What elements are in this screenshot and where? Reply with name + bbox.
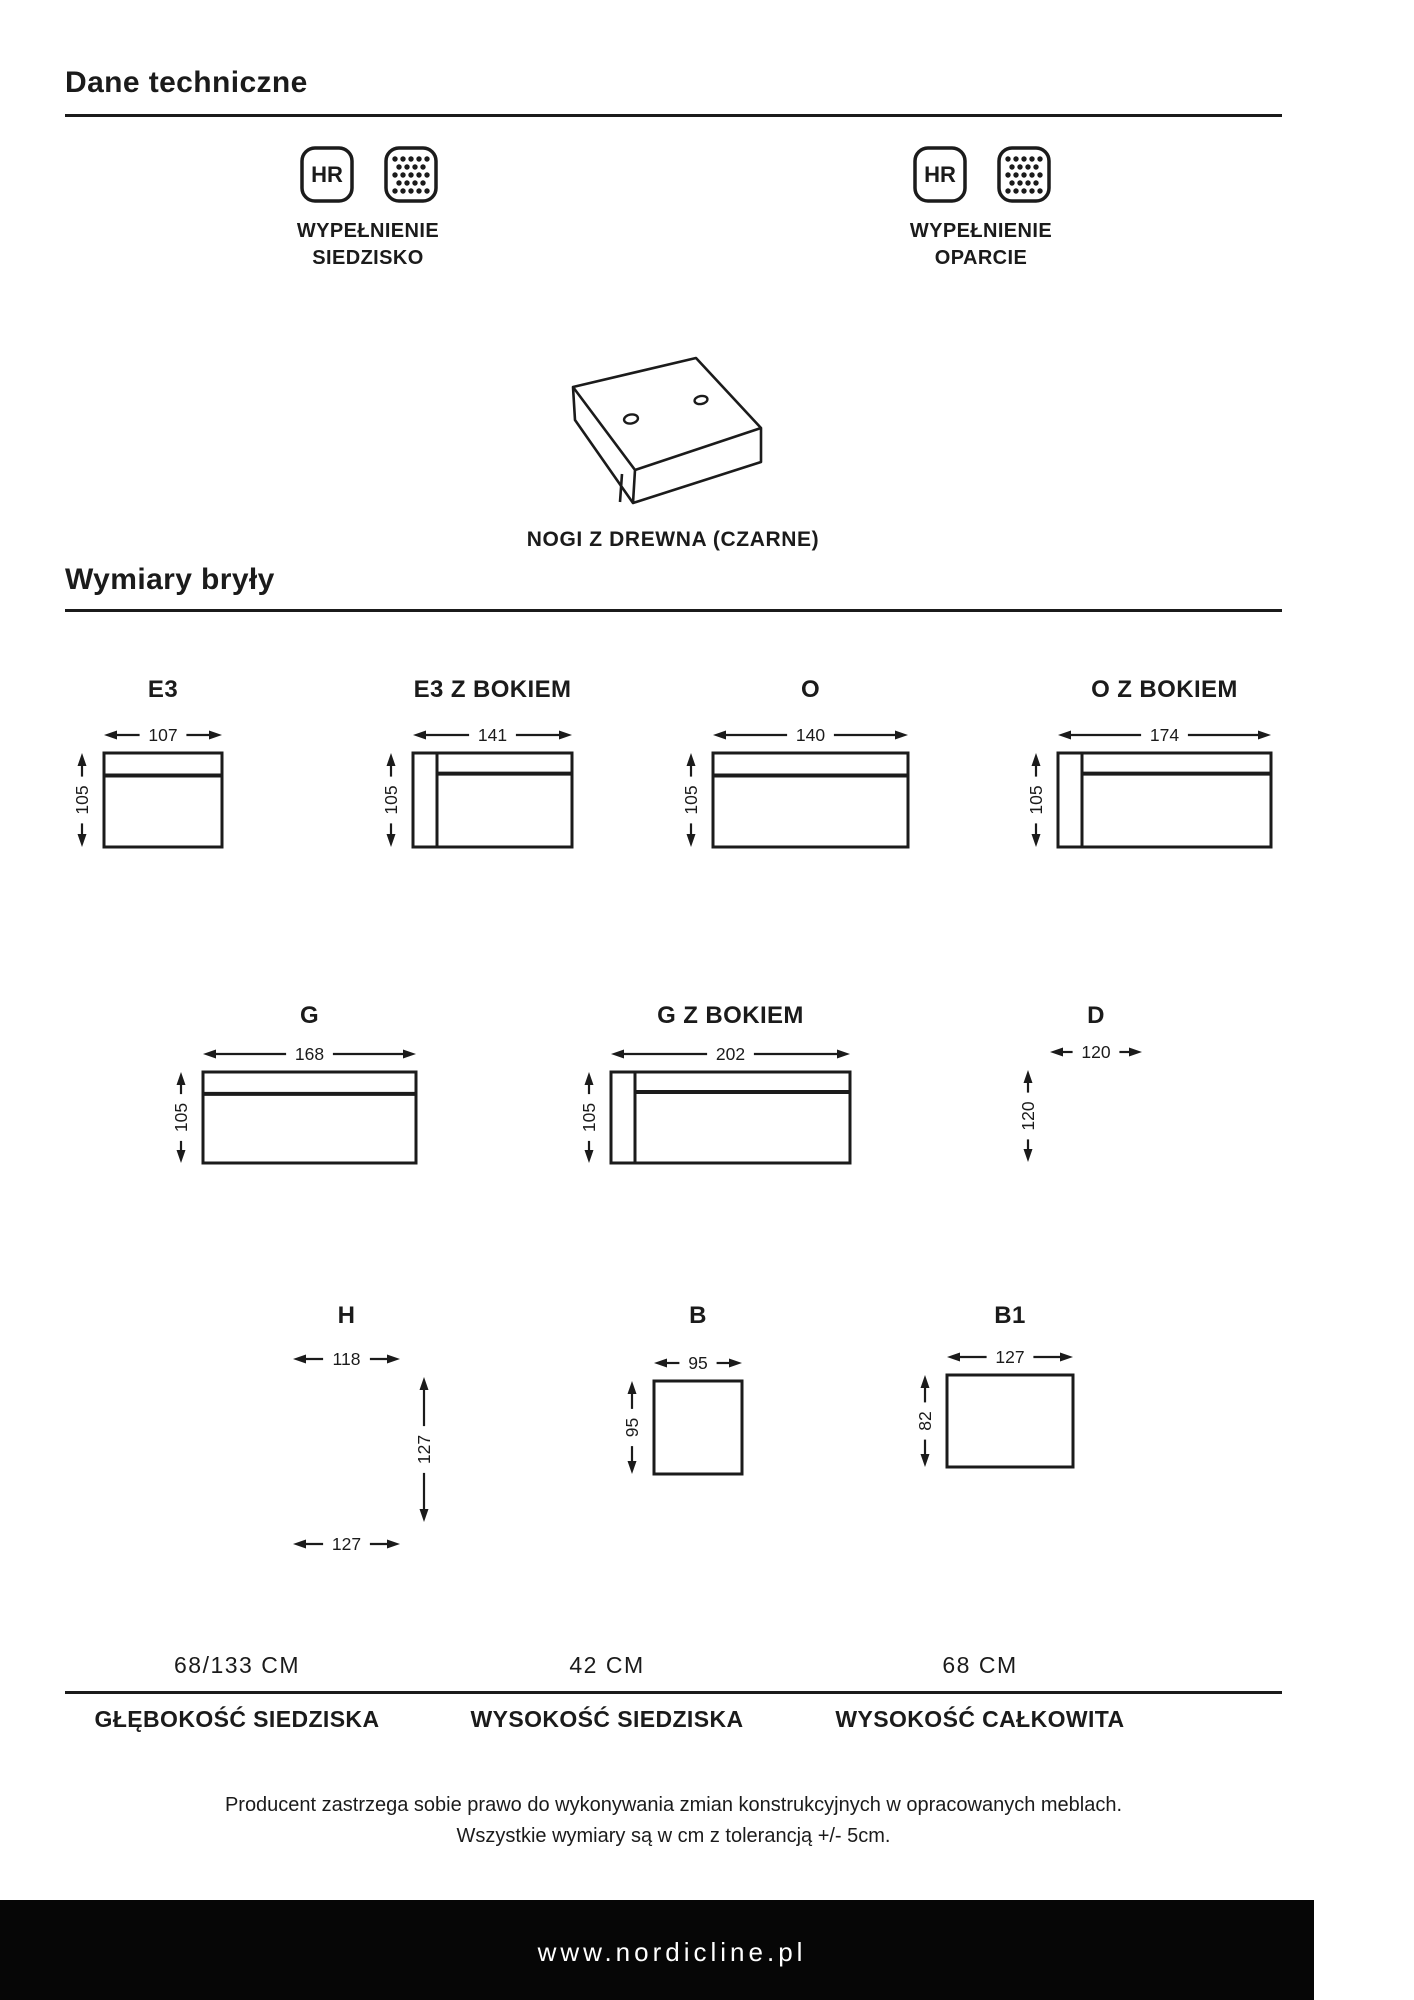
divider-dimensions — [65, 609, 1282, 612]
section-title-dimensions: Wymiary bryły — [65, 563, 275, 596]
dimension-width: 127 — [995, 1347, 1025, 1367]
stat-value: 42 CM — [569, 1652, 645, 1678]
filling-back-icons — [913, 146, 1051, 203]
dimension-height: 95 — [622, 1417, 642, 1438]
filling-seat-label-line2: SIEDZISKO — [312, 247, 424, 269]
dimension-width: 120 — [1081, 1042, 1111, 1062]
module-diagram-e3-z-bokiem — [369, 711, 590, 855]
stat-value: 68 CM — [942, 1652, 1018, 1678]
dimension-width: 168 — [294, 1044, 325, 1064]
filling-seat-icons — [300, 146, 438, 203]
dimension-height: 127 — [414, 1434, 434, 1465]
filling-seat-label — [297, 218, 439, 272]
stat-label: WYSOKOŚĆ CAŁKOWITA — [835, 1706, 1125, 1732]
dimension-height: 105 — [681, 785, 701, 815]
dimension-width: 140 — [795, 725, 826, 745]
module-diagram-g-z-bokiem — [567, 1030, 868, 1171]
dimension-width: 127 — [331, 1534, 362, 1554]
disclaimer-line2: Wszystkie wymiary są w cm z tolerancją +/- 5cm. — [456, 1825, 891, 1847]
hr-foam-icon — [300, 146, 354, 203]
hr-badge-label: HR — [311, 162, 343, 187]
module-diagram-o-z-bokiem — [1014, 711, 1289, 855]
foam-dots-icon — [997, 146, 1051, 203]
dimension-height: 105 — [579, 1102, 599, 1133]
dimension-width: 174 — [1149, 725, 1180, 745]
module-diagram-b1 — [903, 1333, 1091, 1475]
foam-dots-icon — [384, 146, 438, 203]
module-title: O Z BOKIEM — [1091, 676, 1238, 703]
module-title: O — [800, 676, 821, 703]
module-diagram-d — [1006, 1028, 1160, 1170]
dimension-height: 120 — [1018, 1101, 1038, 1131]
module-title: H — [337, 1302, 356, 1329]
dimension-width: 118 — [332, 1349, 361, 1369]
section-title-technical: Dane techniczne — [65, 66, 308, 99]
module-title: G Z BOKIEM — [657, 1002, 804, 1029]
dimension-width: 107 — [148, 725, 178, 745]
module-diagram-g — [159, 1030, 434, 1171]
stat-label: GŁĘBOKOŚĆ SIEDZISKA — [94, 1706, 380, 1732]
dimension-width: 141 — [477, 725, 508, 745]
module-title: D — [1087, 1002, 1105, 1029]
divider-stats — [65, 1691, 1282, 1694]
dimension-height: 105 — [1026, 785, 1046, 815]
dimension-width: 95 — [688, 1353, 708, 1373]
wooden-leg-drawing — [558, 340, 783, 512]
module-diagram-h — [285, 1335, 454, 1570]
module-title: E3 — [147, 676, 179, 703]
module-title: B1 — [994, 1302, 1026, 1329]
module-title: B — [689, 1302, 707, 1329]
disclaimer-line1: Producent zastrzega sobie prawo do wykonywania zmian konstrukcyjnych w opracowanych meblach. — [224, 1794, 1123, 1816]
divider-technical — [65, 114, 1282, 117]
hr-badge-label: HR — [924, 162, 956, 187]
module-diagram-e3 — [60, 711, 240, 855]
filling-seat-label-line1: WYPEŁNIENIE — [296, 220, 440, 242]
dimension-height: 105 — [381, 785, 401, 815]
dimension-width: 202 — [715, 1044, 746, 1064]
dimension-height: 82 — [915, 1411, 935, 1431]
module-diagram-b — [610, 1339, 760, 1482]
legs-caption: NOGI Z DREWNA (CZARNE) — [526, 528, 820, 551]
dimension-height: 105 — [171, 1102, 191, 1133]
hr-foam-icon — [913, 146, 967, 203]
disclaimer — [65, 1790, 1282, 1852]
filling-back-label-line1: WYPEŁNIENIE — [909, 220, 1053, 242]
module-title: G — [299, 1002, 320, 1029]
dimension-height: 105 — [72, 785, 92, 815]
filling-back-label-line2: OPARCIE — [934, 247, 1028, 269]
stat-value: 68/133 CM — [173, 1652, 300, 1678]
footer-url[interactable]: www.nordicline.pl — [537, 1937, 807, 1967]
stat-label: WYSOKOŚĆ SIEDZISKA — [470, 1706, 744, 1732]
module-diagram-o — [669, 711, 926, 855]
module-title: E3 Z BOKIEM — [413, 676, 572, 703]
filling-back-label — [910, 218, 1052, 272]
